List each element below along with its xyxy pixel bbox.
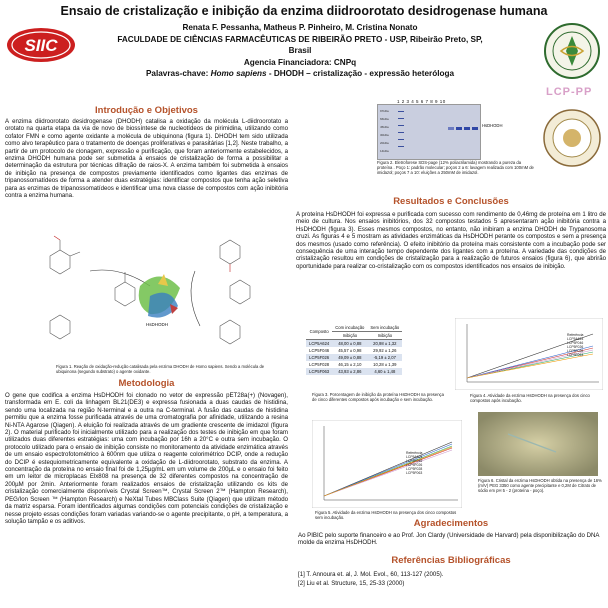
table-header-without-incubation: Sem incubação (367, 324, 402, 332)
keywords-rest: - DHODH – cristalização - expressão heteróloga (268, 69, 455, 78)
fig5-legend-entry: Referência (406, 451, 423, 455)
fig5-legend-entry: LCP5F026 (406, 463, 423, 467)
figure-6-crystal-photo (478, 412, 598, 476)
siic-logo-text: SIIC (24, 36, 58, 55)
gel-lane-numbers: 1 2 3 4 5 6 7 8 9 10 (397, 99, 446, 104)
fig5-legend-entry: LCP5F028 (406, 467, 423, 471)
siic-logo (6, 26, 76, 64)
figure-2-caption: Figura 2. Eletroforese SDS-page (12% poliacrilamida) mostrando a pureza da proteína . Poço 1: padrão molecular; poços 2 a 6: lavagem realizada com 100mM de imidazol; poços 7 a 10: eluições a 250mM de imidazol. (377, 160, 534, 175)
authors-block (110, 22, 490, 80)
gel-markers: 97kDa 66kDa 45kDa 30kDa 20kDa 14kDa (380, 109, 389, 153)
table-subheader-inhibition: Inibição (367, 332, 402, 340)
figure-4-activity-plot (455, 318, 603, 390)
table-row: LCP5F046 45,57 ± 0,98 29,92 ± 1,26 (309, 348, 397, 353)
figure-5-caption: Figura 5. Atividade da enzima HsDHODH na presença dos cinco compostos sem incubação. (315, 510, 457, 520)
ref-item-1: [1] T. Annoura et. al, J. Mol. Evol., 60, 113-127 (2005). (298, 571, 444, 578)
lab-round-logo (542, 108, 602, 168)
figure-1-enzyme-label: HsDHODH (146, 322, 168, 327)
table-header-compound: Composto (306, 324, 332, 340)
author-names: Renata F. Pessanha, Matheus P. Pinheiro, M. Cristina Nonato (182, 23, 418, 32)
affiliation: FACULDADE DE CIÊNCIAS FARMACÊUTICAS DE RIBEIRÃO PRETO - USP, Ribeirão Preto, SP, Brasil (117, 34, 483, 55)
figure-1-reaction-diagram (20, 226, 275, 364)
keywords-label: Palavras-chave: (145, 69, 209, 78)
table-row: LCP5F026 49,09 ± 0,88 -5,19 ± 2,07 (306, 354, 402, 361)
table-row: LCP5A624 48,00 ± 0,88 20,98 ± 1,32 (306, 340, 402, 348)
intro-text: A enzima diidroorotato desidrogenase (DHODH) catalisa a oxidação da molécula L-diidroorotato a orotato na quarta etapa da via de novo de biossíntese de nucleotídeos de pirimidina, utilizando como cofator FMN e como agente oxidante a molécula de ubiquinona (figura 1). DHODH tem sido utilizada como alvo terapêutico para o tratamento de doenças proliferativas e parasitárias [1,2]. Neste trabalho, a partir de um protocolo de clonagem, expressão e purificação, que foram anteriormente estabelecidos, a enzima DHODH humana pode ser submetida à ensaios de cristalização de forma a possibilitar a determinação da estrutura por técnicas difração de raios-X. A enzima também foi submetida à ensaios de inibição na presença de compostos previamente identificados como ligantes das enzimas de tripanossomatídeos de forma a atender duas estratégias: identificar compostos que tenha ação seletiva para as enzimas de tripanossomatídeos e identificar uma nova classe de compostos com ação inibitória contra a enzima humana. (5, 118, 288, 200)
fig4-legend-entry: LCP5F026 (567, 345, 584, 349)
fig4-legend-entry: LCP5F028 (567, 349, 584, 353)
lcpp-logo: LCP-PP (546, 86, 593, 98)
fig4-legend-entry: LCP5F063 (567, 353, 584, 357)
figure-5-activity-plot (312, 420, 462, 508)
figure-6-caption: Figura 6. Cristal da enzima HsDHODH obtida na presença de 16% (m/V) PEG 3350 como agente precipitante e 0,2M de Citrato de sódio em pH 5 - 2 (proteína - poço). (478, 478, 602, 493)
university-seal-logo (543, 22, 601, 80)
table-header-with-incubation: Com incubação (332, 324, 367, 332)
figure-1-caption: Figura 1. Reação de oxidação-redução catalisada pela enzima DHODH de Homo sapiens. Sendo a molécula de ubiquinona (segundo substrato) o agente oxidante. (56, 364, 265, 374)
fig4-legend-entry: Referência (567, 333, 584, 337)
keywords (110, 68, 490, 80)
fig5-legend-entry: LCP5F046 (406, 459, 423, 463)
fig5-legend-entry: LCP5A624 (406, 455, 423, 459)
ref-item-2: [2] Liu et al. Structure, 15, 25-33 (2000) (298, 580, 405, 587)
keywords-species: Homo sapiens (210, 69, 267, 78)
poster-title: Ensaio de cristalização e inibição da enzima diidroorotato desidrogenase humana (60, 4, 548, 18)
figure-3-inhibition-table (306, 324, 402, 375)
ack-heading: Agradecimentos (413, 518, 489, 529)
table-row: LCP5F028 46,15 ± 2,10 10,28 ± 1,39 (309, 362, 397, 367)
figure-3-caption: Figura 3. Porcentagem de inibição da proteína HsDHODH na presença de cinco diferentes compostos após incubação e sem incubação. (312, 392, 444, 402)
methods-text: O gene que codifica a enzima HsDHODH foi clonado no vetor de expressão pET28a(+) (Novagen), transformada em E. coli da linhagem BL21(DE3) e expressa fusionada a duas caudas de histidina, sendo uma localizada na região N-terminal e a outra na C-terminal. A fusão das caudas de histidina permitiu que a enzima fosse purificada através de uma cromatografia por afinidade, utilizando a resina Ni-NTA Agarose (Qiagen). A eluição foi realizada através de um gradiente crescente de imidazol (figura 2). O material purificado foi inicialmente utilizado para a realização dos testes de inibição em que foram utilizados duas diferentes estratégias: uma com incubação por 16h a 20°C e outra sem incubação. O protocolo utilizado para o ensaio de inibição consiste no monitoramento da atividade enzimática através de um ensaio espectrofotométrico à 600nm que utiliza o reagente colorimétrico DCIP, onde a redução do DCIP é estequiometricamente equivalente a oxidação de L-diidroorotato, substrato da enzima. A concentração da proteína no ensaio final foi de 1,25µg/mL em um volume de 200µL e o ensaio foi feito em um leitor de microplacas Elx808 na presença de 32 diferentes compostos na concentração de 200µM por 2min. Anteriormente foram realizados ensaios de cristalização utilizando os kits de cristalização comercialmente disponíveis Crystal Screen™, Crystal Screen 2™ (Hampton Research), PEG/Ion Screen ™ (Hampton Research) e NeXtal Tubes MBClass Suite (Qiagen) que utilizam método da matriz esparsa. Foram identificados algumas condições com potenciais condições de cristalização e nesse projeto essas condições foram variadas variando-se o agente precipitante, o pH, a temperatura, a solução tampão e os aditivos. (5, 392, 288, 525)
table-subheader-inhibition: Inibição (332, 332, 367, 340)
sds-page-gel (377, 104, 481, 160)
figure-4-caption: Figura 4. Atividade da enzima HsDHODH na presença dos cinco compostos após incubação. (470, 393, 590, 403)
fig4-legend-entry: LCP5A624 (567, 337, 584, 341)
results-heading: Resultados e Conclusões (393, 196, 509, 207)
fig5-legend-entry: LCP5F063 (406, 471, 423, 475)
results-text: A proteína HsDHODH foi expressa e purificada com sucesso com rendimento de 0,46mg de proteína em 1 litro de meio de cultura. Nos ensaios inibitórios, dos 32 compostos testados 5 apresentaram ação inibitória contra a HsDHODH (figura 3). Esses mesmos compostos, no entanto, não inibiram a enzima DHODH de Trypanosoma cruzi. As figuras 4 e 5 mostram as atividades enzimáticas da HsDHODH perante os compostos e sem a presença dos mesmos (usado como referência). O efeito inibitório da proteína mais consistente com a incubação pode ser consequência de uma interação tempo dependente dos ligantes com a proteína. A variedade das condições de cristalização resultou em condições de cristalização para a realização de futuros ensaios (figura 6), que abrirão oportunidade para realizar co-cristalização com os compostos identificados nos ensaios de inibição. (296, 211, 606, 270)
ack-text: Ao PIBIC pelo suporte financeiro e ao Prof. Jon Clardy (Universidade de Harvard) pela disponibilização do DNA molde da enzima HsDHODH. (298, 532, 600, 547)
funding-agency: Agencia Financiadora: CNPq (243, 57, 357, 67)
refs-heading: Referências Bibliográficas (391, 555, 511, 566)
table-row: LCP5F063 43,93 ± 2,86 4,60 ± 1,48 (306, 368, 402, 375)
methods-heading: Metodologia (118, 378, 175, 389)
gel-band-label: HsDHODH (482, 123, 503, 128)
intro-heading: Introdução e Objetivos (95, 105, 198, 116)
fig4-legend-entry: LCP5F046 (567, 341, 584, 345)
